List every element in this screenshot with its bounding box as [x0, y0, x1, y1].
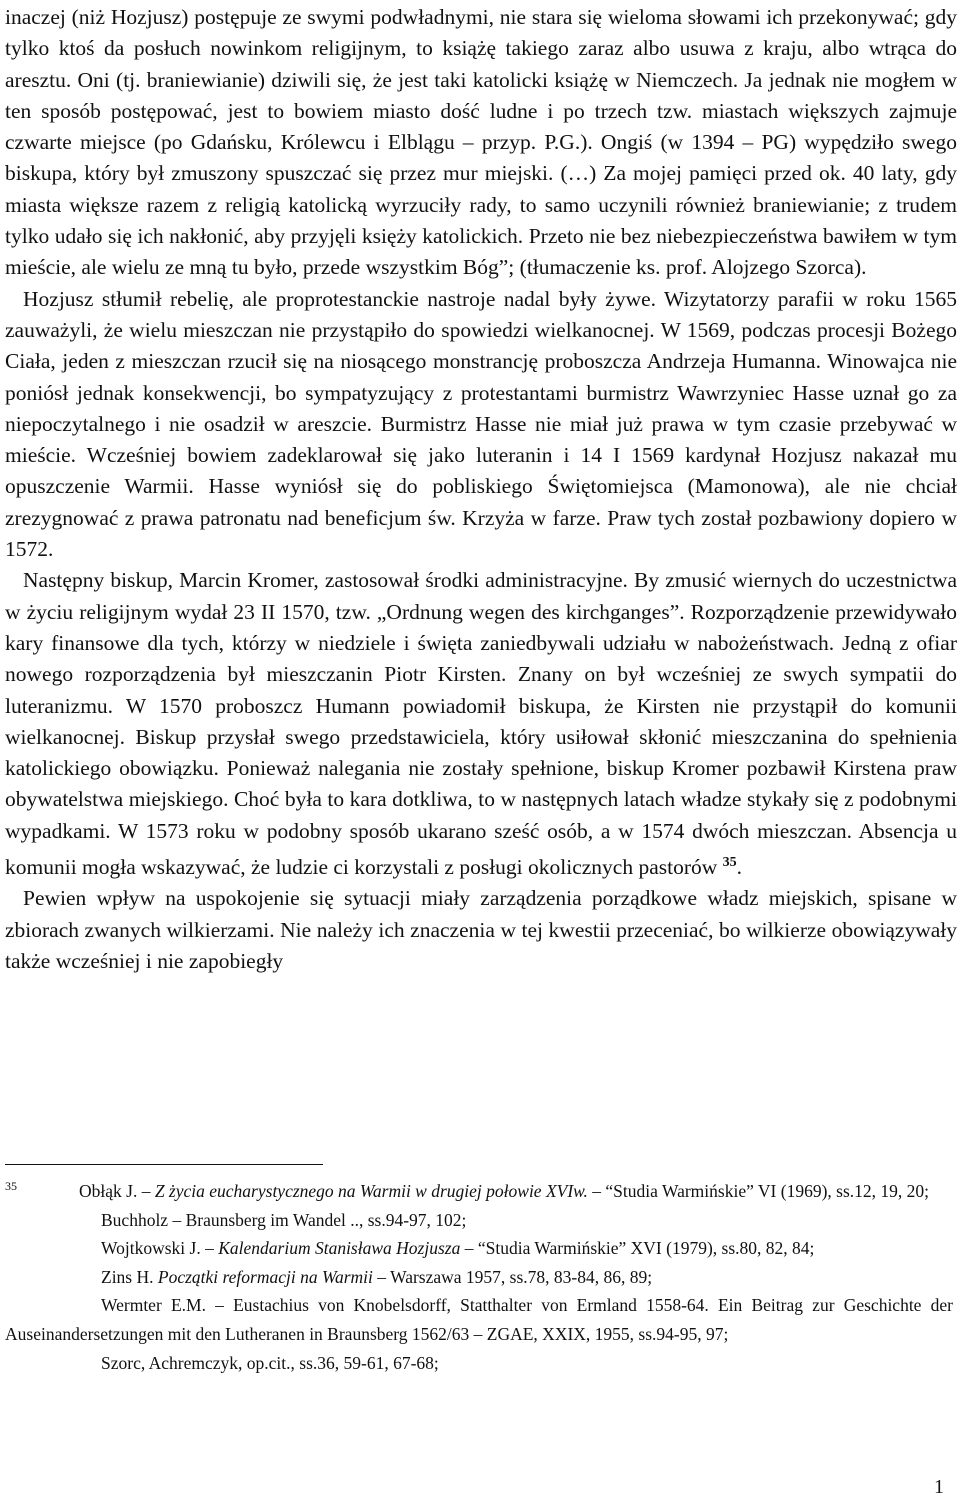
- footnote-entry-5: Wermter E.M. – Eustachius von Knobelsdorff, Statthalter von Ermland 1558-64. Ein Beitrag zur Geschichte der Auseinandersetzungen mit den Lutheranen in Braunsberg 1562/63 – ZGAE, XXIX, 1955, ss.94-95, 97;: [5, 1295, 953, 1344]
- footnote-mark: 35: [5, 1179, 17, 1193]
- footnote-1-rest: – “Studia Warmińskie” VI (1969), ss.12, 19, 20;: [587, 1181, 930, 1201]
- footnote-1-author: Obłąk J. –: [79, 1181, 155, 1201]
- footnote-reference[interactable]: 35: [722, 855, 737, 871]
- footnote-3-author: Wojtkowski J. –: [101, 1238, 219, 1259]
- paragraph-4: Pewien wpływ na uspokojenie się sytuacji miały zarządzenia porządkowe władz miejskich, spisane w zbiorach zwanych wilkierzami. Nie należy ich znaczenia w tej kwestii przeceniać, bo wilkierze obowiązywały także wcześniej i nie zapobiegły: [5, 886, 957, 973]
- footnote-1-title: Z życia eucharystycznego na Warmii w drugiej połowie XVIw.: [154, 1181, 588, 1201]
- footnotes: [5, 1172, 953, 1377]
- document-page: [5, 0, 957, 1373]
- footnote-4-rest: – Warszawa 1957, ss.78, 83-84, 86, 89;: [372, 1266, 653, 1287]
- footnote-entry-2: Buchholz – Braunsberg im Wandel .., ss.94-97, 102;: [101, 1209, 467, 1230]
- footnote-4-author: Zins H.: [101, 1266, 158, 1287]
- paragraph-3-text: Następny biskup, Marcin Kromer, zastosował środki administracyjne. By zmusić wiernych do uczestnictwa w życiu religijnym wydał 23 II 1570, tzw. „Ordnung wegen des kirchganges”. Rozporządzenie przewidywało kary finansowe dla tych, którzy w niedziele i święta zaniedbywali udziału w nabożeństwach. Jedną z ofiar nowego rozporządzenia był mieszczanin Piotr Kirsten. Znany on był wcześniej ze swych sympatii do luteranizmu. W 1570 proboszcz Humann powiadomił biskupa, że Kirsten nie przystąpił do komunii wielkanocnej. Biskup przysłał swego przedstawiciela, który usiłował skłonić mieszczanina do spełnienia katolickiego obowiązku. Ponieważ nalegania nie zostały spełnione, biskup Kromer pozbawił Kirstena praw obywatelstwa miejskiego. Choć była to kara dotkliwa, to w następnych latach władze stykały się z podobnymi wypadkami. W 1573 roku w podobny sposób ukarano sześć osób, a w 1574 dwóch mieszczan. Absencja u komunii mogła wskazywać, że ludzie ci korzystali z posługi okolicznych pastorów: [5, 568, 957, 880]
- footnote-entry-3: [5, 1234, 953, 1263]
- footnote-4-title: Początki reformacji na Warmii: [157, 1266, 373, 1287]
- paragraph-2: Hozjusz stłumił rebelię, ale proprotestanckie nastroje nadal były żywe. Wizytatorzy parafii w roku 1565 zauważyli, że wielu mieszczan nie przystąpiło do spowiedzi wielkanocnej. W 1569, podczas procesji Bożego Ciała, jeden z mieszczan rzucił się na niosącego monstrancję proboszcza Andrzeja Humanna. Winowajca nie poniósł jednak konsekwencji, bo sympatyzujący z protestantami burmistrz Wawrzyniec Hasse uznał go za niepoczytalnego i nie osadził w areszcie. Burmistrz Hasse nie miał już prawa w tym czasie przebywać w mieście. Wcześniej bowiem zadeklarował się jako luteranin i 14 I 1569 kardynał Hozjusz nakazał mu opuszczenie Warmii. Hasse wyniósł się do pobliskiego Świętomiejsca (Mamonowa), ale nie chciał zrezygnować z prawa patronatu nad beneficjum św. Krzyża w farze. Praw tych został pozbawiony dopiero w 1572.: [5, 286, 957, 562]
- body-text: [5, 0, 957, 977]
- paragraph-3-end: .: [736, 855, 743, 880]
- page-number: 1: [934, 1476, 944, 1498]
- paragraph-3: [5, 565, 957, 883]
- footnote-entry-1: [5, 1172, 953, 1206]
- footnote-3-rest: – “Studia Warmińskie” XVI (1979), ss.80, 82, 84;: [460, 1238, 815, 1259]
- footnote-separator: [5, 1164, 323, 1165]
- footnote-entry-6: Szorc, Achremczyk, op.cit., ss.36, 59-61, 67-68;: [101, 1352, 439, 1373]
- footnote-3-title: Kalendarium Stanisława Hozjusza: [218, 1238, 461, 1259]
- paragraph-1: inaczej (niż Hozjusz) postępuje ze swymi podwładnymi, nie stara się wieloma słowami ich przekonywać; gdy tylko ktoś da posłuch nowinkom religijnym, to książę takiego zaraz albo usuwa z kraju, albo wtrąca do aresztu. Oni (tj. braniewianie) dziwili się, że jest taki katolicki książę w Niemczech. Ja jednak nie mogłem w ten sposób postępować, jest to bowiem miasto dość ludne i po trzech tzw. miastach większych zajmuje czwarte miejsce (po Gdańsku, Królewcu i Elblągu – przyp. P.G.). Ongiś (w 1394 – PG) wypędziło swego biskupa, który był zmuszony spuszczać się przez mur miejski. (…) Za mojej pamięci przed ok. 40 laty, gdy miasta większe razem z religią katolicką wyrzuciły rady, to samo uczynili również braniewianie; z trudem tylko udało się ich nakłonić, aby przyjęli księży katolickich. Przeto nie bez niebezpieczeństwa bawiłem w tym mieście, ale wielu ze mną tu było, przede wszystkim Bóg”; (tłumaczenie ks. prof. Alojzego Szorca).: [5, 5, 957, 280]
- footnote-entry-4: [5, 1263, 953, 1292]
